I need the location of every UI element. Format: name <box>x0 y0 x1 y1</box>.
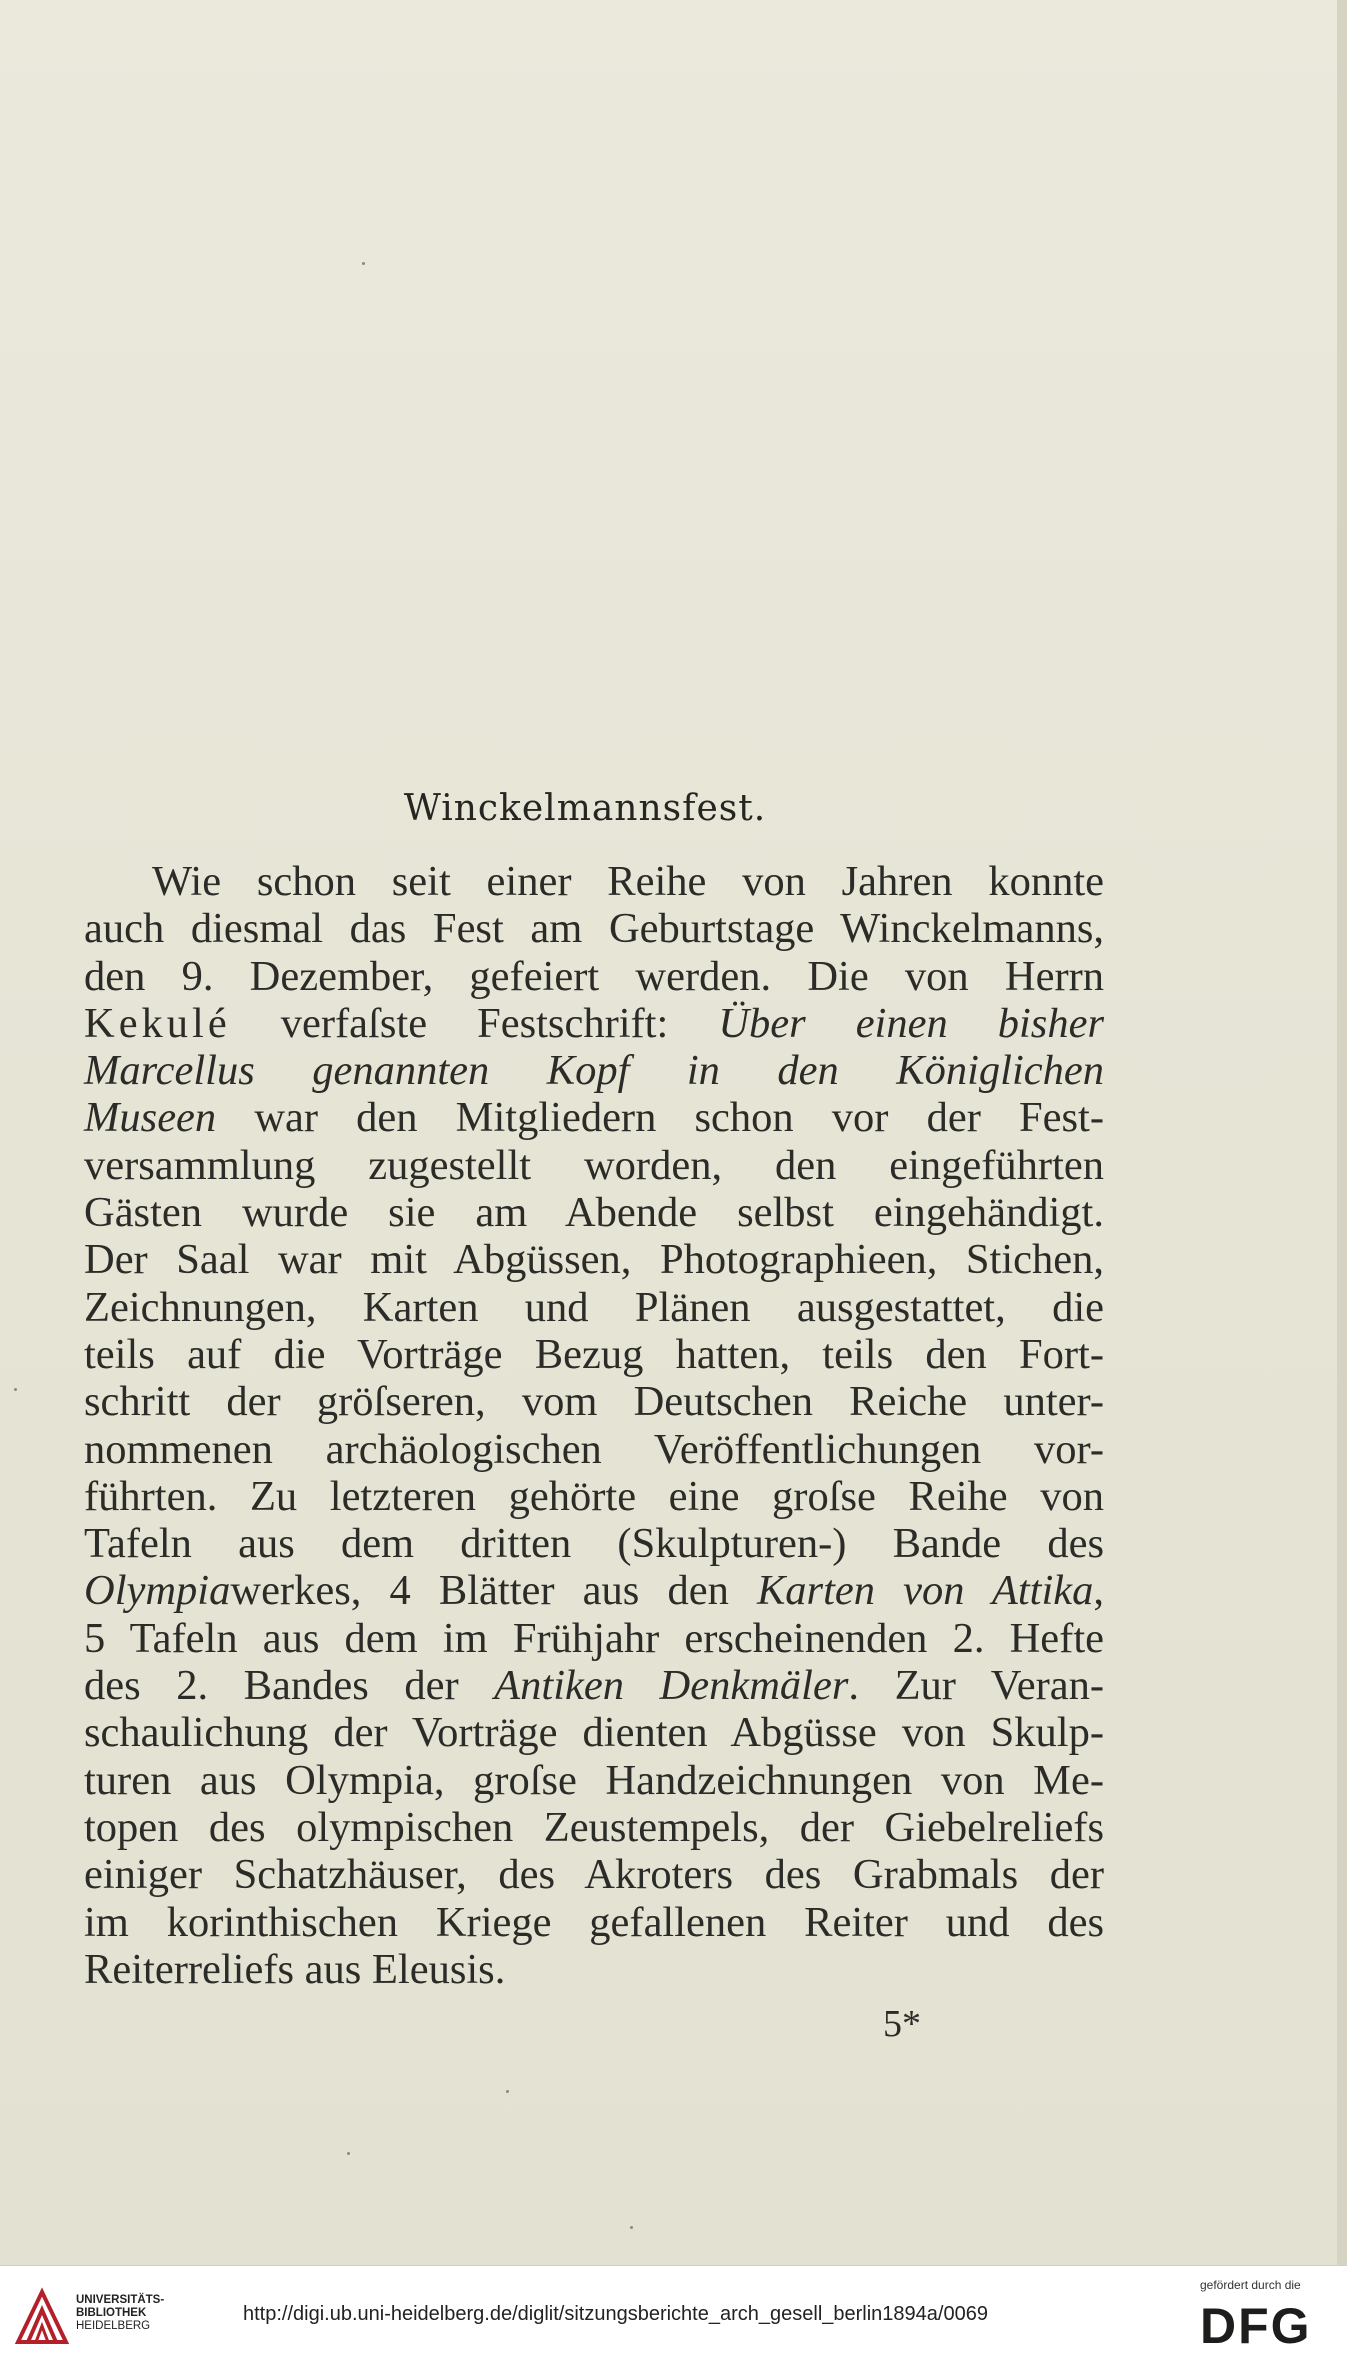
text-line <box>84 1473 1104 1520</box>
text-run: versammlung zugestellt worden, den eingeführten <box>84 1141 1104 1189</box>
text-line <box>84 1709 1104 1756</box>
text-line <box>84 1331 1104 1378</box>
text-run: werkes, 4 Blätter aus den <box>230 1567 757 1615</box>
text-run: verfaſste Festschrift: <box>230 999 719 1047</box>
text-line <box>84 905 1104 952</box>
text-run: nommenen archäologischen Veröffentlichungen vor- <box>84 1425 1104 1473</box>
text-run: , <box>1093 1567 1104 1615</box>
text-line <box>84 1520 1104 1567</box>
text-run: auch diesmal das Fest am Geburtstage Winckelmanns, <box>84 905 1104 953</box>
text-run: Zeichnungen, Karten und Plänen ausgestattet, die <box>84 1283 1104 1331</box>
heidelberg-library-logo-icon <box>14 2286 70 2346</box>
text-line <box>84 1189 1104 1236</box>
signature-mark: 5* <box>883 2003 921 2045</box>
library-name <box>76 2294 164 2333</box>
text-run: Wie schon seit einer Reihe von Jahren konnte <box>152 858 1104 905</box>
text-run: den 9. Dezember, gefeiert werden. Die von Herrn <box>84 952 1104 1000</box>
text-run: Reiterreliefs aus Eleusis. <box>84 1945 506 1993</box>
permalink-url[interactable]: http://digi.ub.uni-heidelberg.de/diglit/sitzungsberichte_arch_gesell_berlin1894a/0069 <box>243 2303 988 2325</box>
text-run: Der Saal war mit Abgüssen, Photographieen, Stichen, <box>84 1236 1104 1284</box>
scan-speck <box>506 2090 509 2093</box>
text-line <box>84 1378 1104 1425</box>
text-run: einiger Schatzhäuser, des Akroters des Grabmals der <box>84 1851 1104 1899</box>
text-run: schritt der gröſseren, vom Deutschen Reiche unter- <box>84 1378 1104 1426</box>
funding-note: gefördert durch die <box>1200 2278 1301 2292</box>
footer-bar <box>0 2265 1347 2364</box>
text-run: Tafeln aus dem dritten (Skulpturen-) Bande des <box>84 1520 1104 1568</box>
text-line <box>84 1047 1104 1094</box>
library-name-line: UNIVERSITÄTS- <box>76 2294 165 2306</box>
text-run: führten. Zu letzteren gehörte eine groſse Reihe von <box>84 1472 1104 1520</box>
text-line <box>84 1615 1104 1662</box>
italic-text: Karten von Attika <box>756 1567 1094 1615</box>
text-line <box>84 1899 1104 1946</box>
text-run: war den Mitgliedern schon vor der Fest- <box>216 1094 1104 1142</box>
scan-speck <box>362 262 365 265</box>
text-run: im korinthischen Kriege gefallenen Reiter und des <box>84 1898 1104 1946</box>
text-run: teils auf die Vorträge Bezug hatten, teils den Fort- <box>84 1330 1104 1378</box>
text-line <box>84 1142 1104 1189</box>
text-run: topen des olympischen Zeustempels, der Giebelreliefs <box>84 1803 1104 1851</box>
text-line <box>84 1000 1104 1047</box>
text-line <box>84 1804 1104 1851</box>
text-run: 5 Tafeln aus dem im Frühjahr erscheinenden 2. Hefte <box>84 1614 1104 1662</box>
text-line <box>84 953 1104 1000</box>
text-line <box>84 1946 1104 1993</box>
text-run: turen aus Olympia, groſse Handzeichnungen von Me- <box>84 1756 1104 1804</box>
text-line <box>84 1284 1104 1331</box>
text-run: schaulichung der Vorträge dienten Abgüsse von Skulp- <box>84 1709 1104 1757</box>
text-line <box>84 858 1104 905</box>
italic-text: Antiken Denkmäler <box>494 1662 849 1710</box>
dfg-logo: DFG <box>1200 2298 1312 2354</box>
library-name-line: HEIDELBERG <box>76 2320 151 2332</box>
body-paragraph <box>84 858 1104 1993</box>
scan-speck <box>347 2152 350 2155</box>
scan-speck <box>14 1388 17 1391</box>
text-line <box>84 1236 1104 1283</box>
italic-text: Olympia <box>84 1567 231 1615</box>
italic-text: Über einen bisher <box>718 999 1104 1047</box>
text-run: . Zur Veran- <box>848 1662 1104 1710</box>
text-line <box>84 1426 1104 1473</box>
scan-speck <box>630 2226 633 2229</box>
text-run: des 2. Bandes der <box>84 1662 495 1710</box>
text-line <box>84 1567 1104 1614</box>
spaced-name: Kekulé <box>84 999 231 1047</box>
text-line <box>84 1094 1104 1141</box>
italic-text: Marcellus genannten Kopf in den Königlichen <box>84 1047 1104 1095</box>
library-name-line: BIBLIOTHEK <box>76 2307 147 2319</box>
italic-text: Museen <box>84 1094 217 1142</box>
page-title: Winckelmannsfest. <box>403 788 767 829</box>
text-line <box>84 1662 1104 1709</box>
text-line <box>84 1851 1104 1898</box>
text-line <box>84 1757 1104 1804</box>
text-run: Gästen wurde sie am Abende selbst eingehändigt. <box>84 1189 1104 1237</box>
